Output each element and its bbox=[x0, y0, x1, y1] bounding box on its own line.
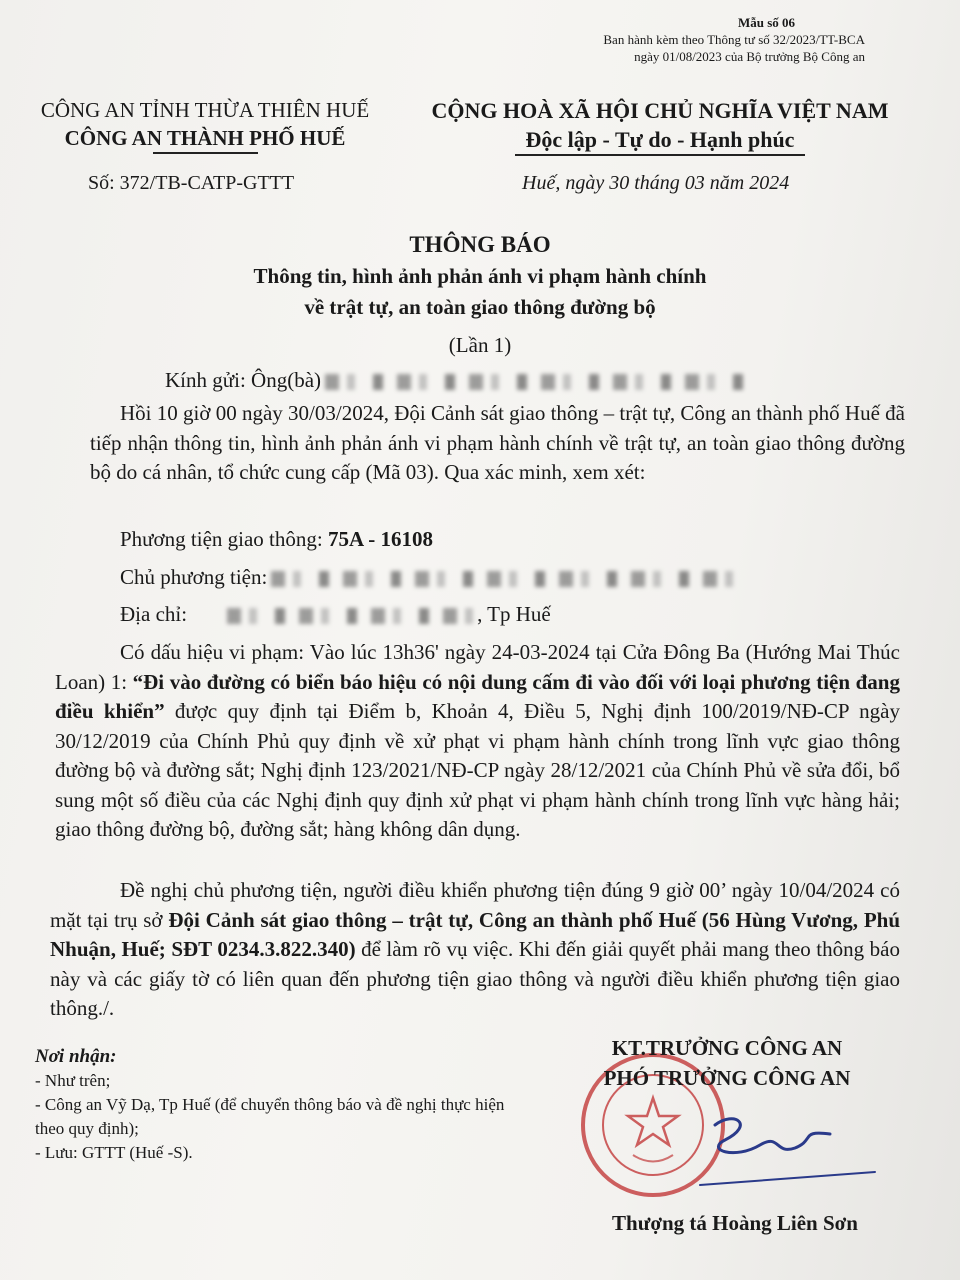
agency-underline bbox=[153, 152, 258, 154]
handwritten-signature bbox=[680, 1100, 880, 1190]
owner-line bbox=[120, 563, 741, 592]
violation-intro: Có dấu hiệu vi phạm: Vào lúc 13h36' ngày 24-03-2024 tại Cửa Đông Ba (Hướng Mai Thúc Loan) 1: bbox=[55, 640, 900, 694]
violation-description: “Đi vào đường có biển báo hiệu có nội dung cấm đi vào đối với loại phương tiện đang điều khiển” bbox=[55, 669, 900, 723]
motto-underline bbox=[515, 154, 805, 156]
address-line bbox=[120, 600, 551, 629]
nation-motto: Độc lập - Tự do - Hạnh phúc bbox=[525, 127, 795, 152]
document-subtitle-2: về trật tự, an toàn giao thông đường bộ bbox=[304, 295, 656, 319]
form-number: Mẫu số 06 bbox=[737, 15, 795, 30]
intro-paragraph: Hồi 10 giờ 00 ngày 30/03/2024, Đội Cảnh sát giao thông – trật tự, Công an thành phố Huế đã tiếp nhận thông tin, hình ảnh phản ánh vi phạm hành chính về trật tự, an toàn giao thông đường bộ do cá nhân, tổ chức cung cấp (Mã 03). Qua xác minh, xem xét: bbox=[90, 401, 905, 484]
signer-title bbox=[572, 1033, 882, 1093]
address-city: , Tp Huế bbox=[477, 602, 551, 626]
request-paragraph bbox=[50, 876, 900, 1024]
notice-count: (Lần 1) bbox=[448, 333, 512, 357]
signer-name: Thượng tá Hoàng Liên Sơn bbox=[612, 1211, 858, 1235]
issuing-agency bbox=[25, 96, 385, 154]
vehicle-plate: 75A - 16108 bbox=[327, 527, 433, 551]
recipient-line bbox=[165, 366, 745, 395]
place-date: Huế, ngày 30 tháng 03 năm 2024 bbox=[522, 172, 790, 194]
national-heading bbox=[425, 96, 895, 156]
recipient-item: - Công an Vỹ Dạ, Tp Huế (để chuyển thông báo và đề nghị thực hiện theo quy định); bbox=[35, 1095, 505, 1138]
redacted-name bbox=[325, 374, 745, 390]
nation-name: CỘNG HOÀ XÃ HỘI CHỦ NGHĨA VIỆT NAM bbox=[431, 98, 889, 123]
form-note-2: ngày 01/08/2023 của Bộ trưởng Bộ Công an bbox=[634, 49, 865, 64]
signer-title-line-1: KT.TRƯỞNG CÔNG AN bbox=[611, 1036, 843, 1060]
request-intro: Đề nghị chủ phương tiện, người điều khiển phương tiện đúng 9 giờ 00’ ngày 10/04/2024 có mặt tại trụ sở bbox=[50, 878, 900, 932]
recipients-heading: Nơi nhận: bbox=[35, 1046, 117, 1067]
agency-name: CÔNG AN THÀNH PHỐ HUẾ bbox=[64, 126, 346, 150]
document-title: THÔNG BÁO bbox=[409, 232, 551, 257]
document-number: Số: 372/TB-CATP-GTTT bbox=[88, 172, 295, 194]
address-label: Địa chỉ: bbox=[120, 602, 188, 626]
redacted-address bbox=[227, 608, 477, 624]
request-location: Đội Cảnh sát giao thông – trật tự, Công an thành phố Huế (56 Hùng Vương, Phú Nhuận, Huế; SĐT 0234.3.822.340) bbox=[50, 907, 901, 961]
form-reference bbox=[603, 14, 865, 65]
owner-label: Chủ phương tiện: bbox=[120, 565, 268, 589]
recipient-item: - Lưu: GTTT (Huế -S). bbox=[35, 1143, 193, 1162]
form-note-1: Ban hành kèm theo Thông tư số 32/2023/TT-BCA bbox=[603, 32, 865, 47]
recipient-label: Kính gửi: Ông(bà) bbox=[165, 368, 322, 392]
vehicle-line bbox=[120, 525, 433, 554]
redacted-owner bbox=[271, 571, 741, 587]
violation-paragraph bbox=[55, 638, 900, 845]
vehicle-label: Phương tiện giao thông: bbox=[120, 527, 328, 551]
recipients-block bbox=[35, 1045, 505, 1165]
recipient-item: - Như trên; bbox=[35, 1071, 111, 1090]
request-rest: để làm rõ vụ việc. Khi đến giải quyết phải mang theo thông báo này và các giấy tờ có liên quan đến phương tiện giao thông và người điều khiển phương tiện giao thông./. bbox=[50, 937, 900, 1020]
agency-parent: CÔNG AN TỈNH THỪA THIÊN HUẾ bbox=[40, 98, 370, 122]
violation-legal-basis: được quy định tại Điểm b, Khoản 4, Điều 5, Nghị định 100/2019/NĐ-CP ngày 30/12/2019 của Chính Phủ quy định về xử phạt vi phạm hành chính trong lĩnh vực giao thông đường bộ và đường sắt; Nghị định 123/2021/NĐ-CP ngày 28/12/2021 của Chính Phủ về sửa đổi, bổ sung một số điều của các Nghị định quy định xử phạt vi phạm hành chính trong lĩnh vực hàng hải; giao thông đường bộ, đường sắt; hàng không dân dụng. bbox=[55, 699, 900, 841]
document-subtitle-1: Thông tin, hình ảnh phản ánh vi phạm hành chính bbox=[253, 264, 707, 288]
signer-title-line-2: PHÓ TRƯỞNG CÔNG AN bbox=[603, 1066, 851, 1090]
